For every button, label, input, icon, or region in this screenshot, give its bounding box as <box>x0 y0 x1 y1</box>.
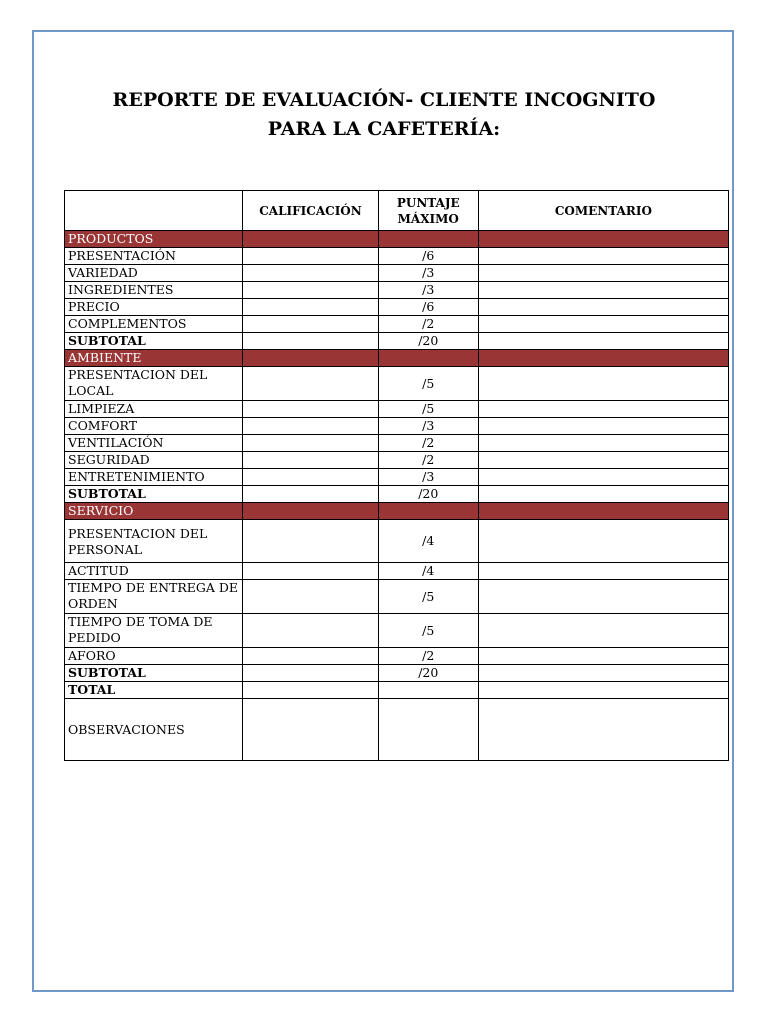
max-score: /2 <box>378 435 478 452</box>
comment-cell[interactable] <box>478 299 728 316</box>
table-row <box>65 614 729 648</box>
item-label: SEGURIDAD <box>65 452 243 469</box>
max-score: /4 <box>378 563 478 580</box>
comment-cell[interactable] <box>478 614 728 648</box>
max-score <box>378 682 478 699</box>
item-label: VARIEDAD <box>65 265 243 282</box>
table-row <box>65 265 729 282</box>
observations-cell[interactable] <box>243 699 379 761</box>
observations-cell[interactable] <box>378 699 478 761</box>
comment-cell[interactable] <box>478 486 728 503</box>
comment-cell[interactable] <box>478 282 728 299</box>
rating-cell[interactable] <box>243 333 379 350</box>
max-score: /5 <box>378 580 478 614</box>
table-row <box>65 299 729 316</box>
rating-cell[interactable] <box>243 563 379 580</box>
comment-cell[interactable] <box>478 520 728 563</box>
max-score: /20 <box>378 333 478 350</box>
title-line-1: REPORTE DE EVALUACIÓN- CLIENTE INCOGNITO <box>112 89 656 111</box>
max-score: /5 <box>378 367 478 401</box>
rating-cell[interactable] <box>243 316 379 333</box>
table-row <box>65 367 729 401</box>
header-max-score-line2: MÁXIMO <box>397 211 459 226</box>
item-label: COMPLEMENTOS <box>65 316 243 333</box>
total-label: TOTAL <box>65 682 243 699</box>
header-max-score-line1: PUNTAJE <box>396 195 460 210</box>
item-label: PRECIO <box>65 299 243 316</box>
comment-cell[interactable] <box>478 265 728 282</box>
comment-cell[interactable] <box>478 665 728 682</box>
section-ambiente <box>65 350 729 367</box>
max-score: /5 <box>378 401 478 418</box>
rating-cell[interactable] <box>243 682 379 699</box>
section-productos <box>65 231 729 248</box>
item-label: PRESENTACION DEL LOCAL <box>65 367 243 401</box>
section-label: PRODUCTOS <box>65 231 243 248</box>
table-header-row <box>65 191 729 231</box>
table-row <box>65 648 729 665</box>
max-score: /20 <box>378 486 478 503</box>
title-line-2: PARA LA CAFETERÍA: <box>267 118 501 140</box>
comment-cell[interactable] <box>478 367 728 401</box>
item-label: PRESENTACION DEL PERSONAL <box>65 520 243 563</box>
header-comment: COMENTARIO <box>478 191 728 231</box>
item-label: VENTILACIÓN <box>65 435 243 452</box>
rating-cell[interactable] <box>243 614 379 648</box>
header-max-score <box>378 191 478 231</box>
rating-cell[interactable] <box>243 401 379 418</box>
report-title <box>0 86 768 144</box>
rating-cell[interactable] <box>243 665 379 682</box>
item-label: INGREDIENTES <box>65 282 243 299</box>
rating-cell[interactable] <box>243 282 379 299</box>
item-label: ENTRETENIMIENTO <box>65 469 243 486</box>
table-row <box>65 520 729 563</box>
max-score: /2 <box>378 452 478 469</box>
item-label: AFORO <box>65 648 243 665</box>
item-label: TIEMPO DE ENTREGA DE ORDEN <box>65 580 243 614</box>
max-score: /2 <box>378 648 478 665</box>
max-score: /20 <box>378 665 478 682</box>
subtotal-label: SUBTOTAL <box>65 486 243 503</box>
table-row <box>65 401 729 418</box>
table-row <box>65 435 729 452</box>
section-label: AMBIENTE <box>65 350 243 367</box>
comment-cell[interactable] <box>478 563 728 580</box>
rating-cell[interactable] <box>243 435 379 452</box>
item-label: LIMPIEZA <box>65 401 243 418</box>
item-label: PRESENTACIÓN <box>65 248 243 265</box>
subtotal-row <box>65 486 729 503</box>
subtotal-label: SUBTOTAL <box>65 665 243 682</box>
comment-cell[interactable] <box>478 248 728 265</box>
table-row <box>65 316 729 333</box>
total-row <box>65 682 729 699</box>
max-score: /3 <box>378 265 478 282</box>
header-rating: CALIFICACIÓN <box>243 191 379 231</box>
max-score: /6 <box>378 248 478 265</box>
subtotal-label: SUBTOTAL <box>65 333 243 350</box>
rating-cell[interactable] <box>243 486 379 503</box>
table-row <box>65 580 729 614</box>
table-row <box>65 248 729 265</box>
max-score: /3 <box>378 418 478 435</box>
section-label: SERVICIO <box>65 503 243 520</box>
observations-row <box>65 699 729 761</box>
comment-cell[interactable] <box>478 452 728 469</box>
rating-cell[interactable] <box>243 265 379 282</box>
section-servicio <box>65 503 729 520</box>
comment-cell[interactable] <box>478 316 728 333</box>
comment-cell[interactable] <box>478 580 728 614</box>
max-score: /3 <box>378 282 478 299</box>
header-item <box>65 191 243 231</box>
observations-cell[interactable] <box>478 699 728 761</box>
item-label: TIEMPO DE TOMA DE PEDIDO <box>65 614 243 648</box>
subtotal-row <box>65 333 729 350</box>
rating-cell[interactable] <box>243 367 379 401</box>
max-score: /5 <box>378 614 478 648</box>
rating-cell[interactable] <box>243 299 379 316</box>
rating-cell[interactable] <box>243 648 379 665</box>
rating-cell[interactable] <box>243 580 379 614</box>
table-row <box>65 452 729 469</box>
rating-cell[interactable] <box>243 248 379 265</box>
rating-cell[interactable] <box>243 469 379 486</box>
observations-label: OBSERVACIONES <box>65 699 243 761</box>
evaluation-table <box>64 190 729 761</box>
max-score: /2 <box>378 316 478 333</box>
subtotal-row <box>65 665 729 682</box>
comment-cell[interactable] <box>478 401 728 418</box>
max-score: /4 <box>378 520 478 563</box>
comment-cell[interactable] <box>478 682 728 699</box>
comment-cell[interactable] <box>478 435 728 452</box>
item-label: COMFORT <box>65 418 243 435</box>
table-row <box>65 282 729 299</box>
max-score: /6 <box>378 299 478 316</box>
comment-cell[interactable] <box>478 418 728 435</box>
rating-cell[interactable] <box>243 452 379 469</box>
table-row <box>65 469 729 486</box>
max-score: /3 <box>378 469 478 486</box>
table-row <box>65 563 729 580</box>
rating-cell[interactable] <box>243 520 379 563</box>
table-row <box>65 418 729 435</box>
rating-cell[interactable] <box>243 418 379 435</box>
comment-cell[interactable] <box>478 333 728 350</box>
comment-cell[interactable] <box>478 648 728 665</box>
item-label: ACTITUD <box>65 563 243 580</box>
comment-cell[interactable] <box>478 469 728 486</box>
